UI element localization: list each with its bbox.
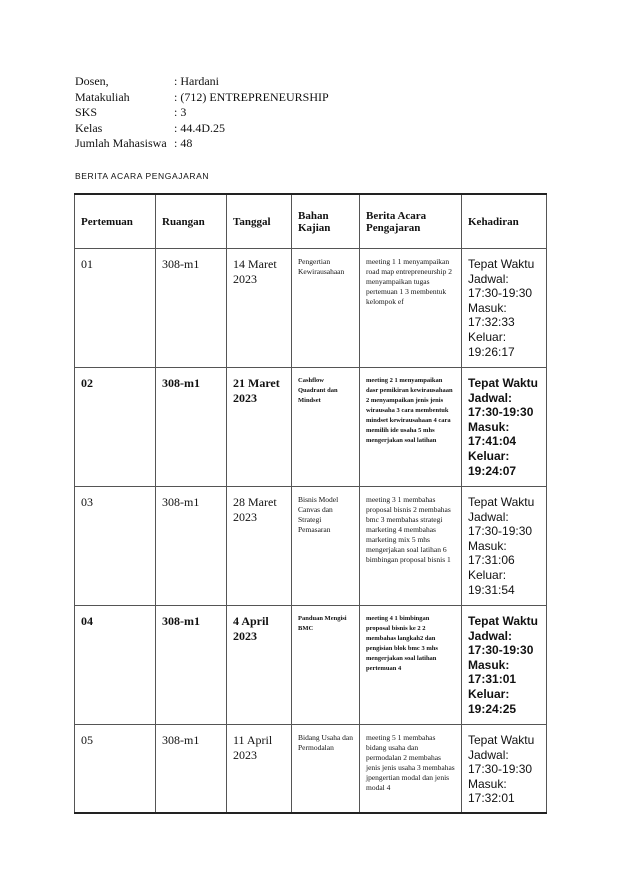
kehadiran-keluar: Keluar: 19:26:17 bbox=[468, 329, 515, 359]
header-kehadiran: Kehadiran bbox=[462, 194, 547, 249]
cell-kehadiran bbox=[462, 606, 547, 725]
info-label: SKS bbox=[75, 105, 98, 119]
kehadiran-masuk: Masuk: 17:31:01 bbox=[468, 657, 517, 687]
kehadiran-status: Tepat Waktu bbox=[468, 257, 535, 271]
cell-kehadiran bbox=[462, 725, 547, 813]
cell-berita-acara: meeting 4 1 bimbingan proposal bisnis ke 2 2 membahas langkah2 dan pengisian blok bmc 3 mhs mengerjakan soal latihan pertemuan 4 bbox=[360, 606, 462, 725]
cell-bahan-kajian: Cashflow Quadrant dan Mindset bbox=[292, 368, 360, 487]
info-dosen bbox=[75, 74, 329, 90]
info-label: Jumlah Mahasiswa bbox=[75, 136, 167, 150]
kehadiran-status: Tepat Waktu bbox=[468, 614, 539, 628]
cell-berita-acara: meeting 2 1 menyampaikan dasr pemikiran kewirausahaan 2 menyampaikan jenis jenis wirausaha 3 cara membentuk mindset kewirausahaan 4 cara memilih ide usaha 5 mhs mengerjakan soal latihan bbox=[360, 368, 462, 487]
cell-berita-acara: meeting 5 1 membahas bidang usaha dan permodalan 2 membahas jenis jenis usaha 3 membahas jpengertian modal dan jenis modal 4 bbox=[360, 725, 462, 813]
kehadiran-keluar: Keluar: 19:31:54 bbox=[468, 567, 515, 597]
table-row bbox=[75, 249, 547, 368]
cell-tanggal: 11 April 2023 bbox=[227, 725, 292, 813]
cell-pertemuan: 04 bbox=[75, 606, 156, 725]
header-berita-acara: Berita Acara Pengajaran bbox=[360, 194, 462, 249]
cell-ruangan: 308-m1 bbox=[156, 606, 227, 725]
cell-pertemuan: 05 bbox=[75, 725, 156, 813]
table-row bbox=[75, 606, 547, 725]
section-title: BERITA ACARA PENGAJARAN bbox=[75, 171, 210, 181]
cell-pertemuan: 03 bbox=[75, 487, 156, 606]
info-sks bbox=[75, 105, 329, 121]
cell-pertemuan: 02 bbox=[75, 368, 156, 487]
kehadiran-masuk: Masuk: 17:32:33 bbox=[468, 300, 515, 330]
info-value: : (712) ENTREPRENEURSHIP bbox=[174, 89, 329, 104]
kehadiran-jadwal: Jadwal: 17:30-19:30 bbox=[468, 747, 533, 777]
kehadiran-jadwal: Jadwal: 17:30-19:30 bbox=[468, 390, 534, 420]
kehadiran-status: Tepat Waktu bbox=[468, 495, 535, 509]
cell-ruangan: 308-m1 bbox=[156, 487, 227, 606]
info-label: Kelas bbox=[75, 120, 103, 135]
kehadiran-masuk: Masuk: 17:32:01 bbox=[468, 776, 515, 806]
table-header-row bbox=[75, 194, 547, 249]
cell-tanggal: 21 Maret 2023 bbox=[227, 368, 292, 487]
cell-kehadiran bbox=[462, 249, 547, 368]
cell-bahan-kajian: Panduan Mengisi BMC bbox=[292, 606, 360, 725]
cell-tanggal: 28 Maret 2023 bbox=[227, 487, 292, 606]
info-label: Matakuliah bbox=[75, 89, 130, 104]
header-tanggal: Tanggal bbox=[227, 194, 292, 249]
cell-bahan-kajian: Pengertian Kewirausahaan bbox=[292, 249, 360, 368]
kehadiran-keluar: Keluar: 19:24:07 bbox=[468, 448, 517, 478]
kehadiran-status: Tepat Waktu bbox=[468, 733, 535, 747]
cell-ruangan: 308-m1 bbox=[156, 368, 227, 487]
cell-bahan-kajian: Bidang Usaha dan Permodalan bbox=[292, 725, 360, 813]
kehadiran-jadwal: Jadwal: 17:30-19:30 bbox=[468, 509, 533, 539]
kehadiran-keluar: Keluar: 19:24:25 bbox=[468, 686, 517, 716]
cell-ruangan: 308-m1 bbox=[156, 725, 227, 813]
header-pertemuan: Pertemuan bbox=[75, 194, 156, 249]
kehadiran-masuk: Masuk: 17:41:04 bbox=[468, 419, 517, 449]
cell-berita-acara: meeting 1 1 menyampaikan road map entrepreneurship 2 menyampaikan tugas pertemuan 1 3 membentuk kelompok ef bbox=[360, 249, 462, 368]
cell-kehadiran bbox=[462, 368, 547, 487]
info-value: : 48 bbox=[174, 136, 193, 150]
info-value: : Hardani bbox=[174, 74, 219, 88]
attendance-table bbox=[74, 193, 547, 814]
kehadiran-masuk: Masuk: 17:31:06 bbox=[468, 538, 515, 568]
cell-tanggal: 4 April 2023 bbox=[227, 606, 292, 725]
kehadiran-jadwal: Jadwal: 17:30-19:30 bbox=[468, 628, 534, 658]
cell-berita-acara: meeting 3 1 membahas proposal bisnis 2 membahas bmc 3 membahas strategi marketing 4 membahas marketing mix 5 mhs mengerjakan soal latihan 6 bimbingan proposal bisnis 1 bbox=[360, 487, 462, 606]
table-row bbox=[75, 368, 547, 487]
info-value: : 44.4D.25 bbox=[174, 120, 225, 135]
info-label: Dosen, bbox=[75, 74, 109, 88]
kehadiran-jadwal: Jadwal: 17:30-19:30 bbox=[468, 271, 533, 301]
kehadiran-status: Tepat Waktu bbox=[468, 376, 539, 390]
cell-bahan-kajian: Bisnis Model Canvas dan Strategi Pemasaran bbox=[292, 487, 360, 606]
header-bahan-kajian: Bahan Kajian bbox=[292, 194, 360, 249]
info-value: : 3 bbox=[174, 105, 187, 119]
cell-tanggal: 14 Maret 2023 bbox=[227, 249, 292, 368]
table-row bbox=[75, 725, 547, 813]
info-matakuliah bbox=[75, 90, 329, 106]
cell-ruangan: 308-m1 bbox=[156, 249, 227, 368]
cell-kehadiran bbox=[462, 487, 547, 606]
table-row bbox=[75, 487, 547, 606]
info-kelas bbox=[75, 121, 329, 137]
cell-pertemuan: 01 bbox=[75, 249, 156, 368]
info-jumlah bbox=[75, 136, 329, 152]
course-info bbox=[75, 74, 329, 152]
header-ruangan: Ruangan bbox=[156, 194, 227, 249]
